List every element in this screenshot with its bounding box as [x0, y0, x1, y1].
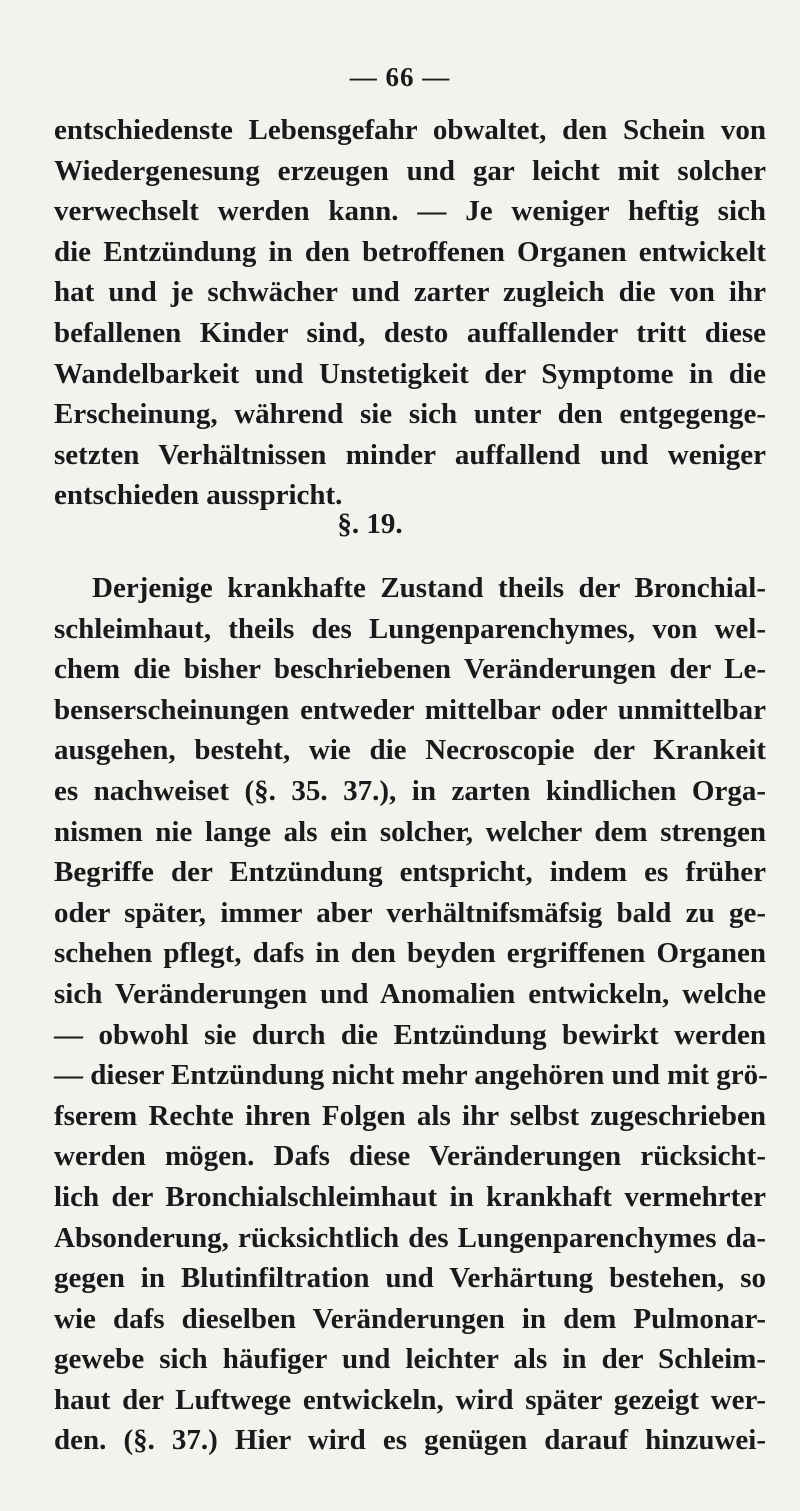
text-line: setzten Verhältnissen minder auffallend und weniger [54, 438, 766, 471]
text-line: wie dafs dieselben Veränderungen in dem Pulmonar- [54, 1302, 766, 1335]
text-line: Wiedergenesung erzeugen und gar leicht mit solcher [54, 154, 766, 187]
text-line: verwechselt werden kann. — Je weniger heftig sich [54, 195, 766, 228]
paragraph-1 [54, 110, 766, 516]
section-heading: §. 19. [337, 508, 403, 540]
text-line: fserem Rechte ihren Folgen als ihr selbst zugeschrieben [54, 1099, 766, 1132]
text-line: ausgehen, besteht, wie die Necroscopie der Krankeit [54, 734, 766, 767]
text-line: es nachweiset (§. 35. 37.), in zarten kindlichen Orga- [54, 774, 766, 807]
text-line: Erscheinung, während sie sich unter den entgegenge- [54, 398, 766, 431]
text-line: gegen in Blutinfiltration und Verhärtung bestehen, so [54, 1262, 766, 1295]
page-number-header: — 66 — [349, 62, 451, 92]
text-line: werden mögen. Dafs diese Veränderungen rücksicht- [54, 1140, 766, 1173]
text-line: befallenen Kinder sind, desto auffallender tritt diese [54, 316, 766, 349]
text-line: oder später, immer aber verhältnifsmäfsig bald zu ge- [54, 896, 766, 929]
text-line: die Entzündung in den betroffenen Organen entwickelt [54, 235, 766, 268]
text-line: nismen nie lange als ein solcher, welcher dem strengen [54, 815, 766, 848]
text-line: Absonderung, rücksichtlich des Lungenparenchymes da- [54, 1221, 766, 1254]
text-line: — dieser Entzündung nicht mehr angehören und mit grö- [54, 1059, 768, 1092]
text-line: Wandelbarkeit und Unstetigkeit der Symptome in die [54, 357, 766, 390]
text-line: gewebe sich häufiger und leichter als in der Schleim- [54, 1343, 766, 1376]
paragraph-2 [54, 568, 766, 1461]
text-line: lich der Bronchialschleimhaut in krankhaft vermehrter [54, 1180, 766, 1213]
text-line: benserscheinungen entweder mittelbar oder unmittelbar [54, 693, 766, 726]
text-line: chem die bisher beschriebenen Veränderungen der Le- [54, 653, 766, 686]
text-line: Derjenige krankhafte Zustand theils der Bronchial- [92, 572, 766, 604]
text-line: schleimhaut, theils des Lungenparenchymes, von wel- [54, 612, 766, 645]
text-line: schehen pflegt, dafs in den beyden ergriffenen Organen [54, 937, 766, 970]
text-line: hat und je schwächer und zarter zugleich die von ihr [54, 276, 766, 309]
text-line: Begriffe der Entzündung entspricht, indem es früher [54, 856, 766, 889]
text-line: sich Veränderungen und Anomalien entwickeln, welche [54, 977, 766, 1010]
text-line: entschiedenste Lebensgefahr obwaltet, den Schein von [54, 114, 766, 146]
text-line: haut der Luftwege entwickeln, wird später gezeigt wer- [54, 1383, 766, 1416]
text-line: entschieden ausspricht. [54, 479, 343, 512]
text-line: — obwohl sie durch die Entzündung bewirkt werden [54, 1018, 766, 1051]
text-line: den. (§. 37.) Hier wird es genügen darauf hinzuwei- [54, 1424, 766, 1457]
